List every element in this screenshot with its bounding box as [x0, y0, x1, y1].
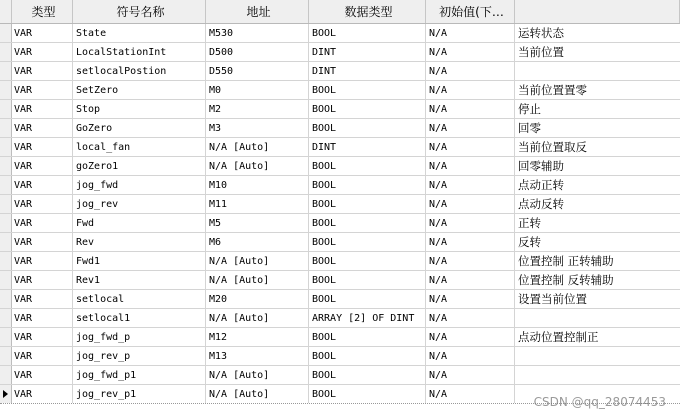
cell-initial[interactable] [426, 309, 515, 327]
cell-name[interactable] [73, 176, 206, 194]
row-indicator[interactable] [0, 252, 12, 270]
cell-comment[interactable] [515, 309, 680, 327]
cell-comment[interactable] [515, 157, 680, 175]
col-header-address[interactable]: 地址 [206, 0, 309, 23]
cell-name[interactable] [73, 309, 206, 327]
table-header [0, 0, 680, 24]
cell-data-type-text: BOOL [312, 103, 337, 115]
cell-name-text: Rev1 [76, 274, 101, 286]
col-header-initial[interactable]: 初始值(下… [426, 0, 515, 23]
cell-name-text: LocalStationInt [76, 46, 167, 58]
cell-type-text: VAR [14, 46, 33, 58]
cell-name[interactable] [73, 157, 206, 175]
cell-data-type[interactable] [309, 43, 426, 61]
row-indicator[interactable] [0, 81, 12, 99]
cell-name[interactable] [73, 43, 206, 61]
cell-name-text: jog_fwd_p [76, 331, 131, 343]
cell-name[interactable] [73, 119, 206, 137]
cell-comment[interactable] [515, 119, 680, 137]
table-row[interactable] [0, 347, 680, 366]
cell-data-type-text: DINT [312, 46, 337, 58]
cell-initial-text: N/A [429, 274, 448, 286]
row-indicator[interactable] [0, 62, 12, 80]
cell-comment-text: 正转 [518, 216, 541, 230]
cell-comment[interactable] [515, 195, 680, 213]
table-row[interactable] [0, 290, 680, 309]
cell-name-text: setlocal1 [76, 312, 131, 324]
cell-address[interactable] [206, 81, 309, 99]
cell-name-text: jog_rev [76, 198, 119, 210]
cell-data-type[interactable] [309, 271, 426, 289]
table-row[interactable] [0, 328, 680, 347]
cell-name[interactable] [73, 81, 206, 99]
cell-data-type-text: BOOL [312, 84, 337, 96]
cell-name[interactable] [73, 252, 206, 270]
cell-data-type[interactable] [309, 233, 426, 251]
cell-data-type-text: BOOL [312, 179, 337, 191]
col-header-comment[interactable] [515, 0, 680, 23]
cell-type[interactable] [12, 62, 73, 80]
cell-initial[interactable] [426, 62, 515, 80]
cell-type[interactable] [12, 43, 73, 61]
table-row[interactable] [0, 24, 680, 43]
table-row[interactable] [0, 100, 680, 119]
cell-type[interactable] [12, 252, 73, 270]
cell-initial-text: N/A [429, 369, 448, 381]
cell-address[interactable] [206, 138, 309, 156]
cell-type[interactable] [12, 385, 73, 403]
cell-address-text: M0 [209, 84, 222, 96]
row-indicator[interactable] [0, 233, 12, 251]
cell-initial-text: N/A [429, 388, 448, 400]
row-indicator[interactable] [0, 176, 12, 194]
cell-type[interactable] [12, 271, 73, 289]
cell-initial-text: N/A [429, 103, 448, 115]
cell-initial[interactable] [426, 43, 515, 61]
cell-data-type-text: BOOL [312, 236, 337, 248]
cell-comment[interactable] [515, 214, 680, 232]
table-row[interactable] [0, 157, 680, 176]
cell-comment-text: 当前位置置零 [518, 83, 587, 97]
cell-data-type-text: ARRAY [2] OF DINT [312, 312, 415, 324]
cell-address-text: M13 [209, 350, 228, 362]
row-indicator[interactable] [0, 119, 12, 137]
cell-address-text: N/A [Auto] [209, 141, 270, 153]
cell-name[interactable] [73, 271, 206, 289]
cell-name-text: Fwd1 [76, 255, 101, 267]
cell-address[interactable] [206, 271, 309, 289]
cell-type[interactable] [12, 24, 73, 42]
cell-name[interactable] [73, 347, 206, 365]
cell-data-type-text: BOOL [312, 274, 337, 286]
cell-data-type-text: BOOL [312, 160, 337, 172]
cell-name[interactable] [73, 290, 206, 308]
cell-comment[interactable] [515, 271, 680, 289]
table-row[interactable] [0, 233, 680, 252]
cell-comment-text: 当前位置取反 [518, 140, 587, 154]
cell-data-type[interactable] [309, 309, 426, 327]
cell-name[interactable] [73, 138, 206, 156]
cell-type-text: VAR [14, 255, 33, 267]
cell-initial-text: N/A [429, 160, 448, 172]
cell-address[interactable] [206, 100, 309, 118]
cell-address[interactable] [206, 176, 309, 194]
cell-address[interactable] [206, 290, 309, 308]
cell-initial[interactable] [426, 328, 515, 346]
cell-type-text: VAR [14, 198, 33, 210]
row-indicator[interactable] [0, 195, 12, 213]
cell-type-text: VAR [14, 160, 33, 172]
cell-address[interactable] [206, 309, 309, 327]
cell-address[interactable] [206, 347, 309, 365]
cell-address-text: M530 [209, 27, 234, 39]
row-indicator[interactable] [0, 328, 12, 346]
cell-address-text: M11 [209, 198, 228, 210]
cell-initial-text: N/A [429, 27, 448, 39]
cell-name-text: setlocalPostion [76, 65, 167, 77]
cell-name[interactable] [73, 62, 206, 80]
cell-comment-text: 回零 [518, 121, 541, 135]
cell-data-type[interactable] [309, 157, 426, 175]
cell-name[interactable] [73, 328, 206, 346]
cell-data-type[interactable] [309, 100, 426, 118]
cell-address[interactable] [206, 119, 309, 137]
cell-type-text: VAR [14, 122, 33, 134]
table-row[interactable] [0, 62, 680, 81]
cell-comment[interactable] [515, 290, 680, 308]
cell-data-type[interactable] [309, 347, 426, 365]
cell-name[interactable] [73, 233, 206, 251]
cell-comment[interactable] [515, 81, 680, 99]
table-row[interactable] [0, 252, 680, 271]
cell-address-text: N/A [Auto] [209, 274, 270, 286]
row-indicator[interactable] [0, 309, 12, 327]
cell-comment-text: 回零辅助 [518, 159, 564, 173]
cell-comment[interactable] [515, 366, 680, 384]
cell-initial-text: N/A [429, 293, 448, 305]
cell-name-text: State [76, 27, 107, 39]
cell-address-text: N/A [Auto] [209, 388, 270, 400]
cell-data-type-text: BOOL [312, 369, 337, 381]
cell-address[interactable] [206, 195, 309, 213]
cell-comment-text: 点动正转 [518, 178, 564, 192]
col-header-type[interactable]: 类型 [12, 0, 73, 23]
cell-address[interactable] [206, 157, 309, 175]
row-indicator[interactable] [0, 138, 12, 156]
cell-data-type-text: BOOL [312, 331, 337, 343]
cell-type[interactable] [12, 290, 73, 308]
cell-data-type[interactable] [309, 214, 426, 232]
cell-comment-text: 反转 [518, 235, 541, 249]
cell-initial-text: N/A [429, 350, 448, 362]
cell-address-text: M12 [209, 331, 228, 343]
cell-address[interactable] [206, 252, 309, 270]
cell-name[interactable] [73, 366, 206, 384]
cell-type[interactable] [12, 157, 73, 175]
cell-data-type[interactable] [309, 119, 426, 137]
col-header-data-type[interactable]: 数据类型 [309, 0, 426, 23]
cell-address-text: M2 [209, 103, 222, 115]
cell-data-type[interactable] [309, 385, 426, 403]
cell-comment[interactable] [515, 347, 680, 365]
cell-initial-text: N/A [429, 198, 448, 210]
cell-initial[interactable] [426, 366, 515, 384]
cell-name[interactable] [73, 385, 206, 403]
cell-address-text: M6 [209, 236, 222, 248]
cell-comment[interactable] [515, 328, 680, 346]
cell-initial-text: N/A [429, 65, 448, 77]
cell-initial-text: N/A [429, 179, 448, 191]
cell-initial[interactable] [426, 195, 515, 213]
cell-type-text: VAR [14, 179, 33, 191]
cell-name[interactable] [73, 100, 206, 118]
cell-name[interactable] [73, 214, 206, 232]
cell-name[interactable] [73, 24, 206, 42]
cell-address-text: M10 [209, 179, 228, 191]
cell-comment-text: 点动位置控制正 [518, 330, 599, 344]
cell-address[interactable] [206, 24, 309, 42]
cell-type[interactable] [12, 119, 73, 137]
cell-data-type-text: BOOL [312, 198, 337, 210]
cell-type-text: VAR [14, 274, 33, 286]
cell-comment-text: 当前位置 [518, 45, 564, 59]
cell-type[interactable] [12, 328, 73, 346]
triangle-right-icon [3, 390, 8, 398]
cell-type[interactable] [12, 347, 73, 365]
cell-initial-text: N/A [429, 331, 448, 343]
cell-data-type[interactable] [309, 81, 426, 99]
cell-initial[interactable] [426, 385, 515, 403]
cell-initial-text: N/A [429, 84, 448, 96]
cell-address[interactable] [206, 62, 309, 80]
row-indicator[interactable] [0, 385, 12, 403]
table-body [0, 24, 680, 404]
cell-data-type[interactable] [309, 366, 426, 384]
cell-address-text: N/A [Auto] [209, 369, 270, 381]
table-row[interactable] [0, 195, 680, 214]
cell-data-type-text: BOOL [312, 388, 337, 400]
cell-initial-text: N/A [429, 46, 448, 58]
cell-initial[interactable] [426, 233, 515, 251]
cell-comment-text: 停止 [518, 102, 541, 116]
table-row[interactable] [0, 81, 680, 100]
cell-name-text: local_fan [76, 141, 131, 153]
cell-type[interactable] [12, 176, 73, 194]
cell-data-type-text: BOOL [312, 350, 337, 362]
cell-data-type-text: BOOL [312, 293, 337, 305]
cell-name-text: jog_rev_p [76, 350, 131, 362]
cell-address[interactable] [206, 214, 309, 232]
cell-comment[interactable] [515, 176, 680, 194]
col-header-name[interactable]: 符号名称 [73, 0, 206, 23]
cell-type-text: VAR [14, 27, 33, 39]
cell-type-text: VAR [14, 84, 33, 96]
cell-address-text: N/A [Auto] [209, 312, 270, 324]
cell-data-type[interactable] [309, 24, 426, 42]
cell-initial-text: N/A [429, 312, 448, 324]
cell-comment-text: 点动反转 [518, 197, 564, 211]
cell-address-text: D500 [209, 46, 234, 58]
cell-name-text: Stop [76, 103, 101, 115]
table-row[interactable] [0, 214, 680, 233]
cell-address-text: N/A [Auto] [209, 160, 270, 172]
table-row[interactable] [0, 138, 680, 157]
cell-address[interactable] [206, 328, 309, 346]
cell-type[interactable] [12, 366, 73, 384]
table-row[interactable] [0, 176, 680, 195]
cell-name-text: SetZero [76, 84, 119, 96]
cell-data-type-text: BOOL [312, 27, 337, 39]
cell-name-text: jog_fwd [76, 179, 119, 191]
cell-initial[interactable] [426, 290, 515, 308]
cell-type[interactable] [12, 309, 73, 327]
cell-name-text: goZero1 [76, 160, 119, 172]
cell-type[interactable] [12, 100, 73, 118]
row-indicator[interactable] [0, 290, 12, 308]
table-row[interactable] [0, 309, 680, 328]
cell-name-text: jog_fwd_p1 [76, 369, 137, 381]
cell-name-text: setlocal [76, 293, 125, 305]
row-indicator[interactable] [0, 24, 12, 42]
cell-data-type[interactable] [309, 138, 426, 156]
cell-data-type[interactable] [309, 328, 426, 346]
table-row[interactable] [0, 366, 680, 385]
cell-address-text: N/A [Auto] [209, 255, 270, 267]
cell-address[interactable] [206, 366, 309, 384]
cell-comment-text: 位置控制 正转辅助 [518, 254, 614, 268]
cell-address-text: D550 [209, 65, 234, 77]
cell-type-text: VAR [14, 141, 33, 153]
cell-data-type-text: DINT [312, 65, 337, 77]
cell-type[interactable] [12, 138, 73, 156]
row-indicator[interactable] [0, 271, 12, 289]
cell-type-text: VAR [14, 217, 33, 229]
cell-type-text: VAR [14, 103, 33, 115]
cell-name[interactable] [73, 195, 206, 213]
table-row[interactable] [0, 119, 680, 138]
table-row[interactable] [0, 43, 680, 62]
cell-data-type-text: DINT [312, 141, 337, 153]
cell-type-text: VAR [14, 312, 33, 324]
row-indicator[interactable] [0, 157, 12, 175]
cell-comment[interactable] [515, 43, 680, 61]
cell-type[interactable] [12, 81, 73, 99]
cell-name-text: Fwd [76, 217, 95, 229]
cell-data-type-text: BOOL [312, 217, 337, 229]
cell-name-text: Rev [76, 236, 95, 248]
cell-comment[interactable] [515, 24, 680, 42]
cell-address[interactable] [206, 43, 309, 61]
cell-comment[interactable] [515, 138, 680, 156]
header-row-indicator [0, 0, 12, 23]
cell-data-type-text: BOOL [312, 255, 337, 267]
cell-comment-text: 位置控制 反转辅助 [518, 273, 614, 287]
cell-initial[interactable] [426, 157, 515, 175]
table-row[interactable] [0, 271, 680, 290]
cell-initial-text: N/A [429, 217, 448, 229]
cell-initial-text: N/A [429, 141, 448, 153]
cell-type[interactable] [12, 233, 73, 251]
cell-data-type-text: BOOL [312, 122, 337, 134]
cell-address[interactable] [206, 385, 309, 403]
cell-comment[interactable] [515, 233, 680, 251]
cell-initial[interactable] [426, 271, 515, 289]
cell-initial[interactable] [426, 176, 515, 194]
cell-initial[interactable] [426, 81, 515, 99]
cell-address[interactable] [206, 233, 309, 251]
cell-initial[interactable] [426, 119, 515, 137]
cell-name-text: GoZero [76, 122, 113, 134]
cell-data-type[interactable] [309, 176, 426, 194]
cell-type-text: VAR [14, 293, 33, 305]
cell-comment-text: 运转状态 [518, 26, 564, 40]
cell-data-type[interactable] [309, 62, 426, 80]
row-indicator[interactable] [0, 214, 12, 232]
watermark: CSDN @qq_28074453 [533, 395, 666, 409]
row-indicator[interactable] [0, 100, 12, 118]
cell-initial[interactable] [426, 100, 515, 118]
row-indicator[interactable] [0, 366, 12, 384]
cell-comment[interactable] [515, 100, 680, 118]
cell-comment[interactable] [515, 62, 680, 80]
cell-address-text: M5 [209, 217, 222, 229]
cell-type-text: VAR [14, 350, 33, 362]
cell-address-text: M3 [209, 122, 222, 134]
cell-initial-text: N/A [429, 255, 448, 267]
cell-comment[interactable] [515, 252, 680, 270]
cell-type-text: VAR [14, 388, 33, 400]
cell-initial[interactable] [426, 138, 515, 156]
cell-initial-text: N/A [429, 122, 448, 134]
cell-initial[interactable] [426, 252, 515, 270]
cell-data-type[interactable] [309, 195, 426, 213]
cell-comment-text: 设置当前位置 [518, 292, 587, 306]
cell-initial[interactable] [426, 347, 515, 365]
cell-initial-text: N/A [429, 236, 448, 248]
cell-type-text: VAR [14, 65, 33, 77]
cell-data-type[interactable] [309, 290, 426, 308]
cell-type[interactable] [12, 195, 73, 213]
cell-address-text: M20 [209, 293, 228, 305]
cell-type-text: VAR [14, 236, 33, 248]
cell-initial[interactable] [426, 24, 515, 42]
cell-data-type[interactable] [309, 252, 426, 270]
cell-name-text: jog_rev_p1 [76, 388, 137, 400]
cell-type-text: VAR [14, 331, 33, 343]
cell-type-text: VAR [14, 369, 33, 381]
row-indicator[interactable] [0, 347, 12, 365]
cell-type[interactable] [12, 214, 73, 232]
row-indicator[interactable] [0, 43, 12, 61]
cell-initial[interactable] [426, 214, 515, 232]
